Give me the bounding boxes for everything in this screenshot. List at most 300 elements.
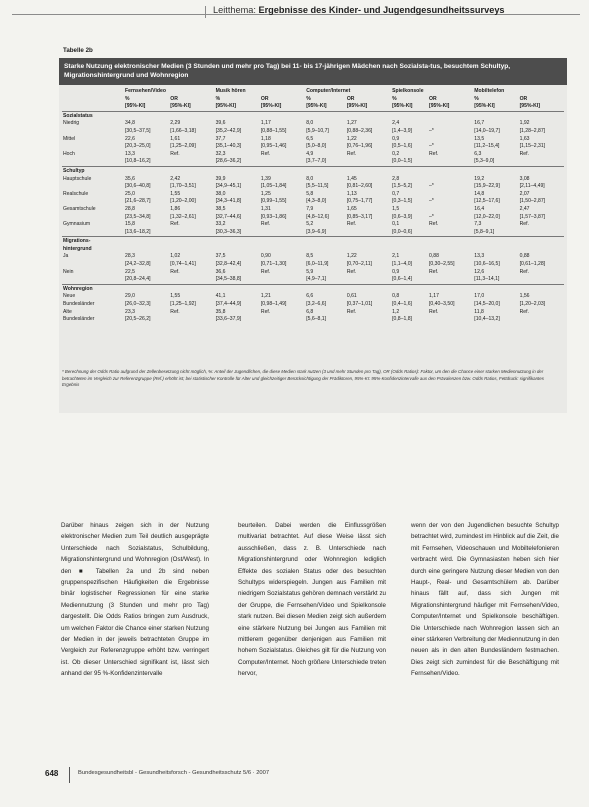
stat-header: % — [474, 95, 479, 102]
stat-header: % — [306, 95, 311, 102]
ci-cell: [6,0–11,9] — [306, 261, 329, 268]
table-row — [62, 309, 564, 317]
value-cell: 36,6 — [215, 268, 226, 275]
value-cell — [346, 316, 391, 324]
ci-blank — [62, 229, 124, 237]
ci-cell: –* — [429, 127, 434, 134]
ci-cell — [169, 229, 214, 237]
ci-cell: [4,8–12,6] — [306, 213, 329, 220]
ci-cell: [4,9–7,1] — [306, 276, 327, 283]
value-cell: Ref. — [346, 308, 357, 315]
value-cell: 1,21 — [260, 293, 271, 300]
ci-row — [62, 198, 564, 206]
ci-cell: [0,85–3,17] — [346, 213, 373, 220]
ci-cell: [0,0–0,6] — [392, 228, 412, 235]
ci-cell: [21,6–28,7] — [125, 198, 151, 205]
value-cell — [260, 316, 305, 324]
ci-cell — [346, 158, 391, 166]
value-cell: Ref. — [519, 150, 529, 157]
ci-cell — [519, 158, 564, 166]
row-label: Gymnasium — [63, 221, 91, 228]
value-cell: 1,5 — [392, 205, 400, 212]
ci-header: [95%-KI] — [346, 103, 368, 110]
ci-cell: [12,5–17,6] — [474, 198, 500, 205]
value-cell: 2,07 — [519, 190, 530, 197]
data-table — [62, 88, 564, 324]
ci-cell: [1,50–2,87] — [519, 198, 546, 205]
value-cell: 22,6 — [125, 135, 135, 142]
value-cell: 23,3 — [125, 308, 135, 315]
value-cell: [33,6–37,9] — [215, 316, 242, 323]
value-cell: 32,3 — [215, 150, 226, 157]
value-cell: 2,4 — [392, 120, 400, 127]
value-cell: Ref. — [170, 308, 180, 315]
header-blank — [62, 96, 124, 104]
ci-row — [62, 158, 564, 166]
ci-cell: [10,8–16,2] — [125, 158, 151, 165]
value-cell: 25,0 — [125, 190, 135, 197]
value-cell: [0,4–1,6] — [392, 301, 412, 308]
ci-blank — [62, 143, 124, 151]
row-label: Bundesländer — [63, 301, 95, 308]
value-cell: [5,6–8,1] — [306, 316, 327, 323]
value-cell: 13,3 — [125, 150, 135, 157]
group-label: Wohnregion — [62, 284, 564, 293]
value-cell: Ref. — [519, 268, 529, 275]
ci-cell: [20,8–24,4] — [125, 276, 151, 283]
value-cell: [3,2–6,6] — [306, 301, 327, 308]
ci-cell: [0,0–1,5] — [392, 158, 412, 165]
value-cell: 1,55 — [170, 190, 181, 197]
value-cell: 11,8 — [474, 308, 484, 315]
value-cell — [428, 206, 473, 214]
ci-cell: [1,4–3,9] — [392, 127, 412, 134]
ci-cell: [0,6–3,9] — [392, 213, 412, 220]
ci-cell: [1,5–5,2] — [392, 183, 412, 190]
ci-cell: [35,1–40,3] — [215, 143, 242, 150]
value-cell: 28,3 — [125, 253, 135, 260]
ci-cell: [2,11–4,49] — [519, 183, 545, 190]
ci-cell: [0,5–1,6] — [392, 143, 412, 150]
value-cell: Ref. — [429, 150, 439, 157]
table-label: Tabelle 2b — [63, 47, 93, 54]
ci-cell: [1,15–2,31] — [519, 143, 546, 150]
stat-header: OR — [170, 95, 178, 102]
media-header: Musik hören — [215, 88, 246, 94]
row-label: Alte — [63, 308, 72, 315]
group-row — [62, 166, 564, 175]
ci-cell: [5,8–9,1] — [474, 228, 495, 235]
stat-header: OR — [260, 95, 269, 102]
ci-header: [95%-KI] — [306, 103, 327, 110]
value-cell: Ref. — [429, 308, 439, 315]
value-cell: 4,9 — [306, 150, 314, 157]
body-column-2: beurteilen. Dabei werden die Einflussgrößen multivariat betrachtet. Auf diese Weise lässt sich ausschließen, dass z. B. Unterschiede nach Migrationshintergrund oder Wohnregion lediglich Effekte des sozialen Status oder des besuchten Schultyps widerspiegeln. Jungen aus Familien mit niedrigem Sozialstatus gehören demnach verstärkt zu der Gruppe, die Fernsehen/Video und Spielkonsole stark nutzen. Bei diesen Medien zeigt sich außerdem eine stärkere Nutzung bei Jungen aus Familien mit mittlerem gegenüber denjenigen aus Familien mit hohem Sozialstatus. Gleiches gilt für die Nutzung von Computer/Internet. Noch größere Unterschiede treten hervor, — [238, 522, 386, 678]
ci-cell: [1,20–2,00] — [170, 198, 196, 205]
stat-header-row — [62, 96, 564, 104]
value-cell: 1,25 — [260, 190, 271, 197]
table-row — [62, 253, 564, 261]
value-cell: 7,3 — [474, 221, 482, 228]
ci-cell: [0,61–1,28] — [519, 261, 546, 268]
ci-blank — [62, 276, 124, 284]
ci-cell: [1,66–3,18] — [170, 127, 196, 134]
row-label: Hoch — [63, 150, 75, 157]
header-blank — [62, 88, 124, 96]
value-cell: 2,42 — [170, 175, 181, 182]
table-row — [62, 316, 564, 324]
ci-cell: [0,95–1,46] — [260, 143, 287, 150]
value-cell: 6,3 — [474, 150, 482, 157]
ci-blank — [62, 128, 124, 136]
ci-cell: [0,99–1,55] — [260, 198, 287, 205]
table-row — [62, 301, 564, 309]
ci-header: [95%-KI] — [215, 103, 236, 110]
ci-cell: [30,5–37,5] — [125, 127, 151, 134]
row-label: Gesamtschule — [63, 205, 96, 212]
stat-header: OR — [429, 95, 437, 102]
ci-row — [62, 229, 564, 237]
ci-row — [62, 261, 564, 269]
ci-cell: [32,8–42,4] — [215, 261, 242, 268]
value-cell: [0,40–3,50] — [429, 301, 455, 308]
journal-citation: Bundesgesundheitsbl - Gesundheitsforsch - Gesundheitsschutz 5/6 · 2007 — [78, 770, 270, 776]
value-cell: 13,3 — [474, 253, 485, 260]
value-cell: [14,5–20,0] — [474, 301, 500, 308]
ci-cell: [0,74–1,41] — [170, 261, 196, 268]
stat-header: % — [392, 95, 397, 102]
ci-cell: [0,6–1,4] — [392, 276, 412, 283]
value-cell: 33,2 — [215, 221, 226, 228]
ci-cell: [5,0–8,0] — [306, 143, 327, 150]
value-cell — [428, 136, 473, 144]
media-header: Fernsehen/Video — [125, 88, 166, 94]
table-row — [62, 206, 564, 214]
running-header — [213, 5, 505, 15]
ci-cell: [1,1–4,0] — [392, 261, 412, 268]
ci-cell: [0,71–1,30] — [260, 261, 287, 268]
ci-cell — [346, 229, 391, 237]
ci-cell: [35,2–42,9] — [215, 127, 242, 134]
ci-cell: [34,9–45,1] — [215, 183, 242, 190]
value-cell: 1,02 — [170, 253, 181, 260]
row-label: Bundesländer — [63, 316, 95, 323]
value-cell: Ref. — [429, 268, 439, 275]
ci-cell: [24,2–32,8] — [125, 261, 151, 268]
value-cell: 19,2 — [474, 175, 485, 182]
value-cell: Ref. — [260, 308, 271, 315]
value-cell: 0,88 — [519, 253, 530, 260]
value-cell: 1,27 — [346, 120, 357, 127]
ci-cell — [519, 229, 564, 237]
stat-header: OR — [346, 95, 355, 102]
value-cell: 0,9 — [392, 135, 400, 142]
ci-blank — [62, 261, 124, 269]
value-cell: 0,1 — [392, 221, 400, 228]
media-header: Computer/Internet — [306, 88, 351, 94]
value-cell: 0,8 — [392, 293, 400, 300]
ci-cell: [30,3–36,3] — [215, 228, 242, 235]
group-row — [62, 111, 564, 120]
value-cell: 6,8 — [306, 308, 314, 315]
footer-divider — [69, 767, 70, 783]
value-cell: 1,17 — [260, 120, 271, 127]
ci-cell: [0,88–2,36] — [346, 127, 373, 134]
ci-header: [95%-KI] — [392, 103, 413, 110]
ci-row — [62, 143, 564, 151]
ci-cell: [5,5–11,5] — [306, 183, 329, 190]
value-cell: Ref. — [519, 308, 529, 315]
table-row — [62, 293, 564, 301]
value-cell: 38,5 — [215, 205, 226, 212]
value-cell: 1,18 — [260, 135, 271, 142]
value-cell: 15,8 — [125, 221, 135, 228]
ci-cell: [34,5–38,8] — [215, 276, 242, 283]
ci-cell — [260, 229, 305, 237]
group-row — [62, 237, 564, 254]
table-row — [62, 191, 564, 199]
ci-cell: –* — [429, 198, 434, 205]
value-cell: 38,0 — [215, 190, 226, 197]
value-cell: 1,65 — [346, 205, 357, 212]
body-column-3: wenn der von den Jugendlichen besuchte Schultyp betrachtet wird, zumindest im Hinblick auf die Zeit, die mit Fernsehen, Videoschauen und Mobiltelefonieren verbracht wird. Die Gymnasiasten heben sich hier durch eine geringere Nutzung dieser Medien von den Haupt-, Real- und Gesamtschülern ab. Darüber hinaus fällt auf, dass sich Jungen mit Migrationshintergrund häufiger mit Fernsehen/Video, Computer/Internet und Spielkonsole beschäftigen. Die Unterschiede nach Wohnregion lassen sich an einer stärkeren Verbreitung der Mediennutzung in den neuen als in den alten Bundesländern festmachen. Dies zeigt sich zumindest für die Beschäftigung mit Fernsehen/Video. — [411, 522, 559, 678]
ci-cell — [519, 276, 564, 284]
ci-cell: [0,88–1,55] — [260, 127, 287, 134]
ci-cell: [12,0–22,0] — [474, 213, 500, 220]
value-cell: 8,0 — [306, 175, 314, 182]
ci-cell: [13,6–18,2] — [125, 228, 151, 235]
value-cell: 1,22 — [346, 135, 357, 142]
header-section: Leitthema: — [213, 5, 259, 15]
ci-cell: [14,0–19,7] — [474, 127, 500, 134]
value-cell: [1,25–1,92] — [170, 301, 196, 308]
table-row — [62, 176, 564, 184]
value-cell: [10,4–13,2] — [474, 316, 500, 323]
value-cell: 1,86 — [170, 205, 181, 212]
stat-header: % — [215, 95, 221, 102]
stat-header: % — [125, 95, 130, 102]
value-cell: 1,39 — [260, 175, 271, 182]
value-cell: 0,9 — [392, 268, 400, 275]
ci-row — [62, 214, 564, 222]
value-cell: 14,8 — [474, 190, 485, 197]
ci-cell: [1,05–1,84] — [260, 183, 287, 190]
value-cell: 1,45 — [346, 175, 357, 182]
value-cell: 1,13 — [346, 190, 357, 197]
ci-cell: [30,6–40,8] — [125, 183, 151, 190]
table-row — [62, 120, 564, 128]
ci-blank — [62, 158, 124, 166]
value-cell: 41,1 — [215, 293, 226, 300]
value-cell: Ref. — [170, 221, 180, 228]
value-cell: 16,4 — [474, 205, 485, 212]
value-cell: 5,8 — [306, 190, 314, 197]
value-cell: 37,7 — [215, 135, 226, 142]
value-cell: 1,63 — [519, 135, 530, 142]
ci-header: [95%-KI] — [519, 103, 540, 110]
value-cell: 0,7 — [392, 190, 400, 197]
value-cell: 3,08 — [519, 175, 530, 182]
ci-cell: [1,28–2,87] — [519, 127, 546, 134]
ci-cell: [20,3–25,0] — [125, 143, 151, 150]
header-blank — [62, 103, 124, 111]
value-cell: 1,17 — [429, 293, 439, 300]
value-cell: 0,2 — [392, 150, 400, 157]
value-cell — [169, 316, 214, 324]
value-cell: 29,0 — [125, 293, 135, 300]
ci-cell: [23,5–34,8] — [125, 213, 151, 220]
ci-blank — [62, 183, 124, 191]
ci-cell: [5,9–10,7] — [306, 127, 329, 134]
ci-header: [95%-KI] — [260, 103, 282, 110]
value-cell: [0,98–1,49] — [260, 301, 287, 308]
body-column-1: Darüber hinaus zeigen sich in der Nutzung elektronischer Medien zum Teil deutlich ausgeprägte Unterschiede nach Sozialstatus, Schulbildung, Migrationshintergrund und Wohnregion (Ost/West). In den ■ Tabellen 2a und 2b sind neben gruppenspezifischen Häufigkeiten die Ergebnisse binär logistischer Regressionen für eine starke Mediennutzung (3 Stunden und mehr pro Tag) dargestellt. Die Odds Ratios bringen zum Ausdruck, um welchen Faktor die Chance einer starken Nutzung der Medien in der jeweils betrachteten Gruppe im Vergleich zur Referenzgruppe erhöht bzw. verringert ist. Ob dieser Unterschied signifikant ist, lässt sich anhand der 95 %-Konfidenzintervalle — [61, 522, 209, 678]
value-cell: 2,29 — [170, 120, 181, 127]
value-cell: 6,6 — [306, 293, 314, 300]
value-cell: 35,8 — [215, 308, 226, 315]
row-label: Ja — [63, 253, 69, 260]
ci-row — [62, 183, 564, 191]
row-label: Hauptschule — [63, 175, 92, 182]
table-footnote: * Berechnung der Odds Ratio aufgrund der Zellenbesetzung nicht möglich, %: Anteil der Jugendlichen, die diese Medien stark nutzen (3 und mehr Stunden pro Tag), OR (Odds Ratios): Faktor, um den die Chance einer starken Mediennutzung in der betrachteten im Vergleich zur Referenzgruppe (Ref.) erhöht ist; bei statistischer Kontrolle für Alter und gleichzeitiger Berücksichtigung der Prädiktoren, 95%-KI: 95%-Konfidenzintervalle aus den Prävalenzen bzw. Odds Ratios, Fettdruck: signifikantes Ergebnis — [62, 369, 544, 388]
group-label: Sozialstatus — [62, 111, 564, 120]
ci-cell: –* — [429, 213, 434, 220]
ci-cell: [0,93–1,86] — [260, 213, 287, 220]
ci-cell: [0,81–2,60] — [346, 183, 373, 190]
value-cell — [519, 316, 564, 324]
ci-cell: [11,3–14,1] — [474, 276, 500, 283]
ci-cell — [169, 158, 214, 166]
value-cell: 1,61 — [170, 135, 181, 142]
ci-header-row — [62, 103, 564, 111]
value-cell: 22,5 — [125, 268, 135, 275]
ci-cell: [3,9–6,9] — [306, 228, 327, 235]
row-label: Mittel — [63, 135, 76, 142]
row-label: Niedrig — [63, 120, 80, 127]
ci-cell: –* — [429, 143, 434, 150]
ci-header: [95%-KI] — [474, 103, 495, 110]
ci-cell: [0,76–1,96] — [346, 143, 373, 150]
ci-cell: [0,3–1,5] — [392, 198, 412, 205]
value-cell: 8,0 — [306, 120, 314, 127]
value-cell: 1,2 — [392, 308, 400, 315]
ci-cell: [32,7–44,6] — [215, 213, 242, 220]
value-cell — [428, 176, 473, 184]
ci-cell: [11,2–15,4] — [474, 143, 500, 150]
value-cell: 1,56 — [519, 293, 530, 300]
ci-cell: [0,70–2,11] — [346, 261, 372, 268]
value-cell: Ref. — [260, 268, 271, 275]
value-cell: Ref. — [346, 221, 357, 228]
value-cell: 2,8 — [392, 175, 400, 182]
ci-header: [95%-KI] — [429, 103, 450, 110]
value-cell: 1,55 — [170, 293, 181, 300]
value-cell: [0,8–1,8] — [392, 316, 412, 323]
ci-cell: [4,3–8,0] — [306, 198, 327, 205]
value-cell — [428, 191, 473, 199]
value-cell: 1,31 — [260, 205, 271, 212]
value-cell: 8,5 — [306, 253, 314, 260]
group-label: Schultyp — [62, 166, 564, 175]
value-cell: 39,9 — [215, 175, 226, 182]
value-cell: 12,6 — [474, 268, 485, 275]
ci-cell: [3,7–7,0] — [306, 158, 327, 165]
value-cell — [428, 316, 473, 324]
table-row — [62, 136, 564, 144]
group-row — [62, 284, 564, 293]
value-cell: Ref. — [170, 150, 180, 157]
table-caption: Starke Nutzung elektronischer Medien (3 Stunden und mehr pro Tag) bei 11- bis 17-jährigen Mädchen nach Sozialsta-tus, besuchtem Schultyp, Migrationshintergrund und Wohnregion — [59, 58, 567, 85]
value-cell: 0,88 — [429, 253, 439, 260]
ci-cell: [10,6–16,5] — [474, 261, 500, 268]
value-cell: [0,37–1,01] — [346, 301, 373, 308]
ci-cell: [15,9–22,9] — [474, 183, 500, 190]
ci-cell: [1,70–3,51] — [170, 183, 196, 190]
page-number: 648 — [45, 769, 59, 778]
value-cell: 2,47 — [519, 205, 530, 212]
value-cell: 37,5 — [215, 253, 226, 260]
value-cell: [1,20–2,03] — [519, 301, 546, 308]
ci-cell — [428, 229, 473, 237]
value-cell: 6,5 — [306, 135, 314, 142]
row-label: Neue — [63, 293, 76, 300]
ci-blank — [62, 214, 124, 222]
value-cell: 17,0 — [474, 293, 485, 300]
ci-row — [62, 276, 564, 284]
value-cell: [26,0–32,3] — [125, 301, 151, 308]
table-row — [62, 151, 564, 159]
value-cell: 1,92 — [519, 120, 530, 127]
ci-cell: –* — [429, 183, 434, 190]
group-label: Migrations- hintergrund — [62, 237, 564, 254]
ci-cell — [428, 276, 473, 284]
value-cell: 5,2 — [306, 221, 314, 228]
ci-cell: [1,32–2,61] — [170, 213, 196, 220]
value-cell: [37,4–44,9] — [215, 301, 242, 308]
value-cell: 34,8 — [125, 120, 135, 127]
value-cell: 2,1 — [392, 253, 400, 260]
value-cell: 7,9 — [306, 205, 314, 212]
media-header-row — [62, 88, 564, 96]
ci-cell — [260, 158, 305, 166]
value-cell: Ref. — [346, 150, 357, 157]
value-cell: 1,22 — [346, 253, 357, 260]
ci-header: [95%-KI] — [125, 103, 146, 110]
value-cell: 35,6 — [125, 175, 135, 182]
value-cell: 16,7 — [474, 120, 485, 127]
ci-cell: [0,75–1,77] — [346, 198, 373, 205]
table-row — [62, 269, 564, 277]
ci-cell: [1,57–3,87] — [519, 213, 546, 220]
value-cell: Ref. — [170, 268, 180, 275]
ci-row — [62, 128, 564, 136]
ci-header: [95%-KI] — [170, 103, 191, 110]
value-cell: Ref. — [346, 268, 357, 275]
value-cell: 28,8 — [125, 205, 135, 212]
table-row — [62, 221, 564, 229]
row-label: Nein — [63, 268, 74, 275]
header-divider — [205, 6, 206, 18]
value-cell: Ref. — [429, 221, 439, 228]
header-title: Ergebnisse des Kinder- und Jugendgesundheitssurveys — [258, 5, 505, 15]
value-cell: 13,5 — [474, 135, 485, 142]
ci-cell: [34,3–41,8] — [215, 198, 242, 205]
ci-cell: [0,30–2,55] — [429, 261, 455, 268]
value-cell: 0,90 — [260, 253, 271, 260]
ci-cell: [1,25–2,09] — [170, 143, 196, 150]
ci-blank — [62, 198, 124, 206]
value-cell: [20,5–26,2] — [125, 316, 151, 323]
